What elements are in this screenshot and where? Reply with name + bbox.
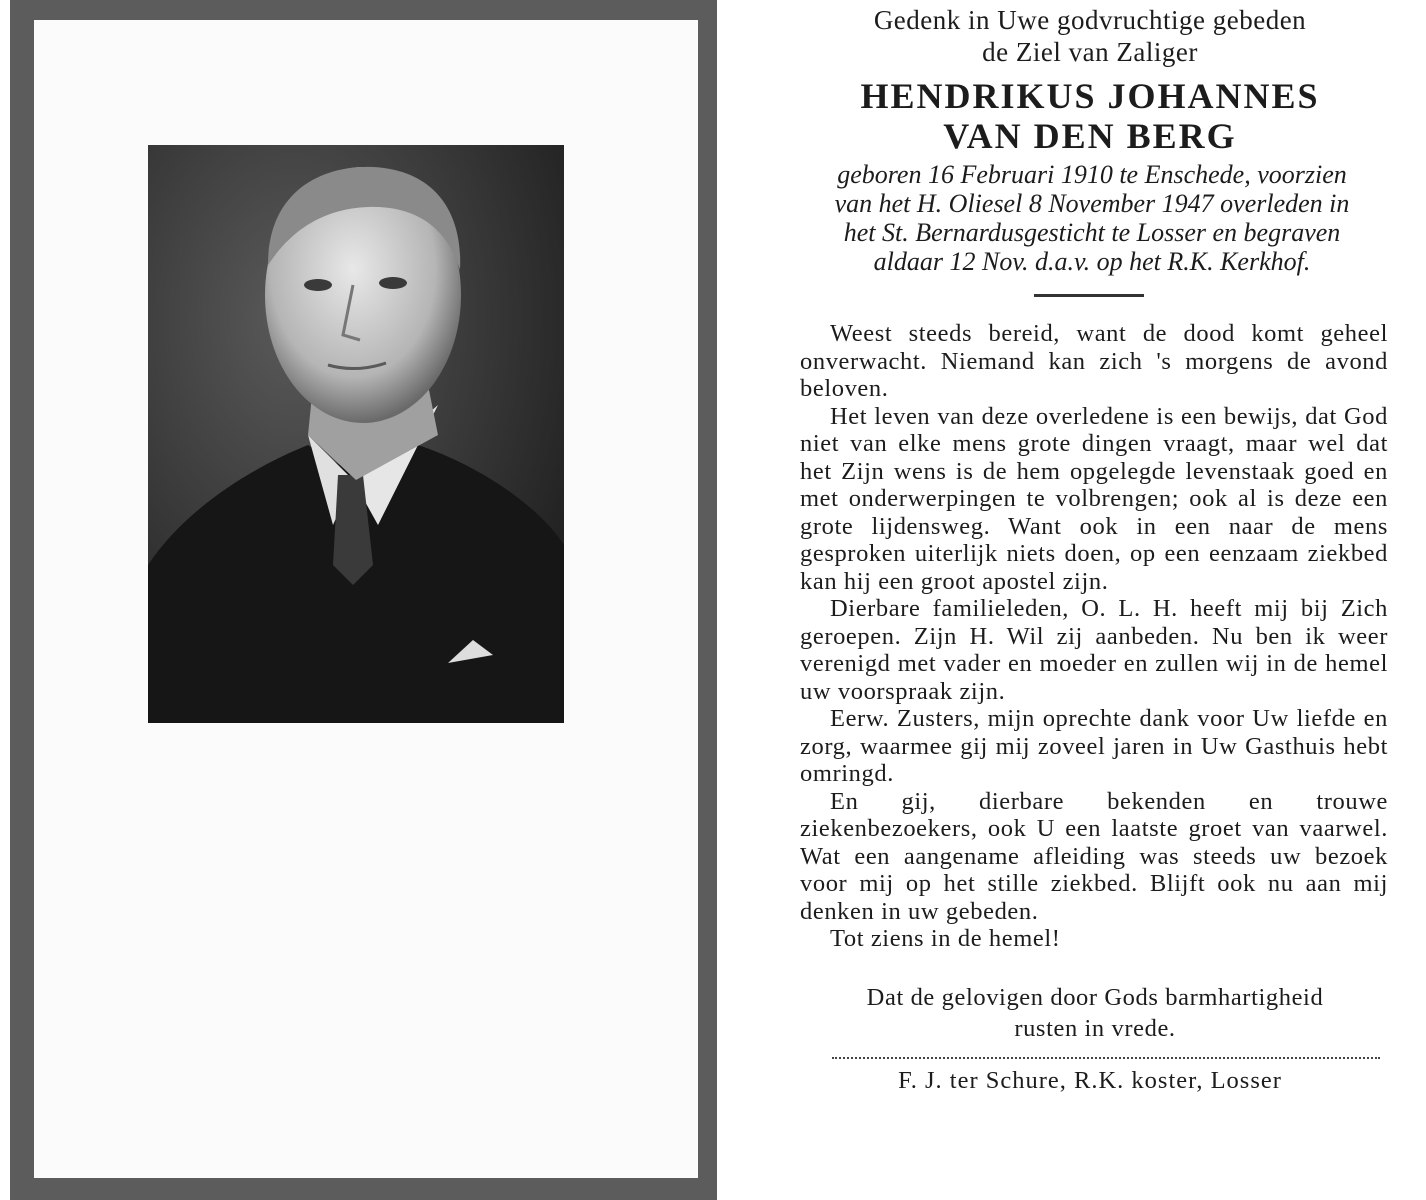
paragraph: Tot ziens in de hemel! bbox=[830, 925, 1061, 952]
printer-signature: F. J. ter Schure, R.K. koster, Losser bbox=[898, 1067, 1282, 1094]
portrait-image bbox=[148, 145, 564, 723]
paragraph: En gij, dierbare bekenden en trouwe ziekenbezoekers, ook U een laatste groet van vaarwel. Wat een aangename afleiding was steeds uw bezoek voor mij op het stille ziekbed. Blijft ook nu aan mij denken in uw gebeden. bbox=[800, 787, 1388, 925]
closing-prayer bbox=[800, 982, 1390, 1044]
photo-card bbox=[10, 0, 717, 1200]
paragraph: Het leven van deze overledene is een bewijs, dat God niet van elke mens grote dingen vraagt, maar wel dat het Zijn wens is de hem opgelegde levenstaak goed en met onderwerpingen te volbrengen; ook al is deze een grote lijdensweg. Want ook in een naar de mens gesproken uiterlijk niets doen, op een eenzaam ziekbed kan hij een groot apostel zijn. bbox=[800, 402, 1388, 595]
body-text bbox=[800, 320, 1388, 953]
name-line: HENDRIKUS JOHANNES bbox=[860, 76, 1320, 116]
paragraph: Eerw. Zusters, mijn oprechte dank voor Uw liefde en zorg, waarmee gij mij zoveel jaren in Uw Gasthuis hebt omringd. bbox=[800, 705, 1388, 787]
life-details-line: het St. Bernardusgesticht te Losser en begraven bbox=[843, 218, 1341, 247]
intro bbox=[790, 4, 1390, 68]
deceased-name bbox=[790, 76, 1390, 156]
dotted-divider bbox=[832, 1057, 1380, 1059]
portrait-photo bbox=[148, 145, 564, 723]
intro-line: Gedenk in Uwe godvruchtige gebeden bbox=[873, 5, 1307, 35]
life-details-line: geboren 16 Februari 1910 te Enschede, voorzien bbox=[837, 160, 1347, 189]
photo-card-inner bbox=[34, 20, 698, 1178]
life-details bbox=[794, 160, 1390, 276]
closing-line: Dat de gelovigen door Gods barmhartigheid bbox=[866, 984, 1324, 1011]
memorial-text bbox=[790, 0, 1400, 1200]
paragraph: Weest steeds bereid, want de dood komt geheel onverwacht. Niemand kan zich 's morgens de avond beloven. bbox=[800, 320, 1388, 402]
paragraph: Dierbare familieleden, O. L. H. heeft mij bij Zich geroepen. Zijn H. Wil zij aanbeden. Nu ben ik weer verenigd met vader en moeder en zullen wij in de hemel uw voorspraak zijn. bbox=[800, 595, 1388, 705]
life-details-line: aldaar 12 Nov. d.a.v. op het R.K. Kerkhof. bbox=[873, 247, 1311, 276]
closing-line: rusten in vrede. bbox=[1014, 1015, 1176, 1042]
name-line: VAN DEN BERG bbox=[943, 116, 1237, 156]
intro-line: de Ziel van Zaliger bbox=[982, 37, 1198, 67]
life-details-line: van het H. Oliesel 8 November 1947 overleden in bbox=[834, 189, 1350, 218]
divider bbox=[1034, 294, 1144, 297]
